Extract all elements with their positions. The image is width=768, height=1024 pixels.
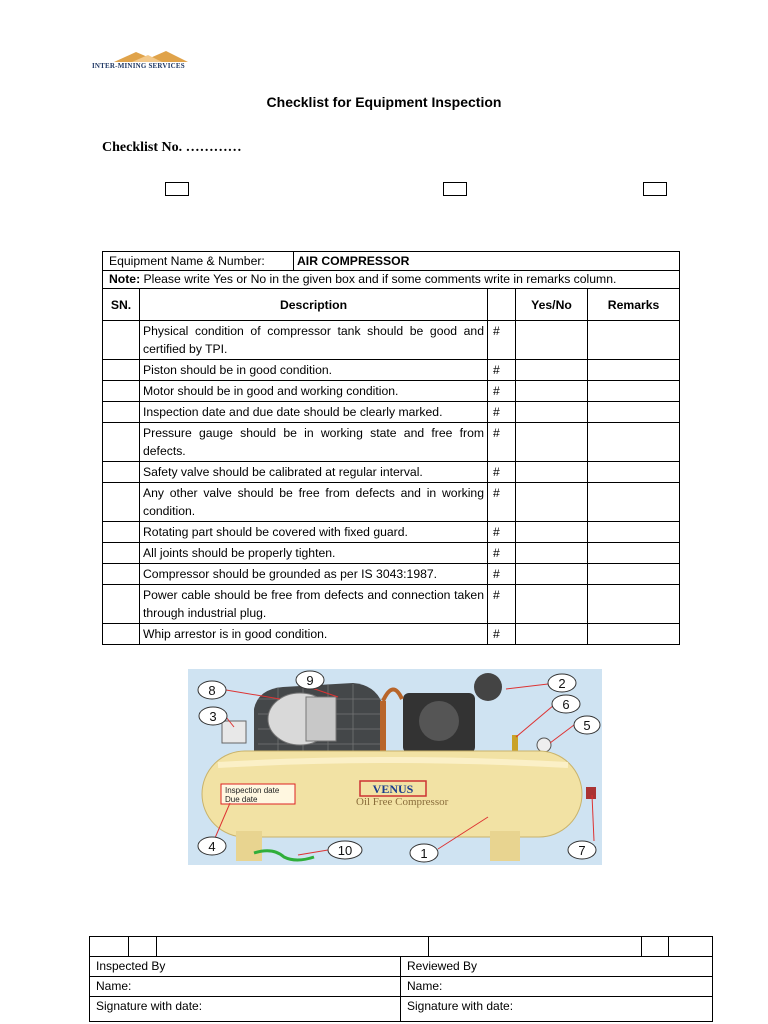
table-row xyxy=(103,402,680,423)
table-row xyxy=(103,585,680,624)
description-cell: Compressor should be grounded as per IS 3043:1987. xyxy=(140,564,488,585)
description-cell: Whip arrestor is in good condition. xyxy=(140,624,488,645)
brand-label: VENUS xyxy=(372,782,414,796)
callout-2 xyxy=(548,674,576,692)
reviewed-by-label: Reviewed By xyxy=(401,957,713,977)
air-compressor-photo xyxy=(188,669,602,865)
signoff-cell xyxy=(129,937,157,957)
reviewer-signature-field[interactable]: Signature with date: xyxy=(401,997,713,1022)
remarks-cell[interactable] xyxy=(588,360,680,381)
col-description-header: Description xyxy=(140,289,488,321)
mark-cell: # xyxy=(488,360,516,381)
table-row xyxy=(103,564,680,585)
svg-text:10: 10 xyxy=(337,843,353,858)
svg-text:9: 9 xyxy=(306,673,314,688)
svg-text:8: 8 xyxy=(208,683,216,698)
description-cell: Rotating part should be covered with fixed guard. xyxy=(140,522,488,543)
table-row xyxy=(103,483,680,522)
yes-no-cell[interactable] xyxy=(516,423,588,462)
table-row xyxy=(103,522,680,543)
col-remarks-header: Remarks xyxy=(588,289,680,321)
description-cell: All joints should be properly tighten. xyxy=(140,543,488,564)
callout-6 xyxy=(552,695,580,713)
mark-cell: # xyxy=(488,585,516,624)
description-cell: Inspection date and due date should be clearly marked. xyxy=(140,402,488,423)
signoff-cell xyxy=(642,937,669,957)
mark-cell: # xyxy=(488,321,516,360)
note-text: Please write Yes or No in the given box and if some comments write in remarks column. xyxy=(140,272,617,286)
mark-cell: # xyxy=(488,522,516,543)
sn-cell xyxy=(103,624,140,645)
sn-cell xyxy=(103,360,140,381)
yes-no-cell[interactable] xyxy=(516,483,588,522)
mark-cell: # xyxy=(488,543,516,564)
table-row xyxy=(103,360,680,381)
table-header-row xyxy=(103,289,680,321)
mark-cell: # xyxy=(488,564,516,585)
yes-no-cell[interactable] xyxy=(516,624,588,645)
svg-text:7: 7 xyxy=(578,843,586,858)
signoff-cell xyxy=(157,937,429,957)
remarks-cell[interactable] xyxy=(588,522,680,543)
yes-no-cell[interactable] xyxy=(516,522,588,543)
mark-cell: # xyxy=(488,381,516,402)
description-cell: Any other valve should be free from defects and in working condition. xyxy=(140,483,488,522)
signoff-cell xyxy=(429,937,642,957)
callout-3 xyxy=(199,707,227,725)
sn-cell xyxy=(103,522,140,543)
sn-cell xyxy=(103,423,140,462)
note-row xyxy=(103,271,680,289)
mark-cell: # xyxy=(488,462,516,483)
equipment-value: AIR COMPRESSOR xyxy=(293,252,409,270)
remarks-cell[interactable] xyxy=(588,321,680,360)
company-name: INTER-MINING SERVICES xyxy=(92,62,185,70)
table-row xyxy=(103,462,680,483)
yes-no-cell[interactable] xyxy=(516,321,588,360)
due-date-label: Due date xyxy=(225,795,258,804)
table-row xyxy=(103,543,680,564)
inspected-by-label: Inspected By xyxy=(90,957,401,977)
callout-5 xyxy=(574,716,600,734)
description-cell: Power cable should be free from defects and connection taken through industrial plug. xyxy=(140,585,488,624)
note-label: Note: xyxy=(109,272,141,286)
svg-text:4: 4 xyxy=(208,839,216,854)
signoff-top-row xyxy=(90,937,713,957)
sn-cell xyxy=(103,381,140,402)
callout-8 xyxy=(198,681,226,699)
yes-no-cell[interactable] xyxy=(516,543,588,564)
col-yes-no-header: Yes/No xyxy=(516,289,588,321)
mark-cell: # xyxy=(488,624,516,645)
mark-cell: # xyxy=(488,423,516,462)
sn-cell xyxy=(103,402,140,423)
remarks-cell[interactable] xyxy=(588,564,680,585)
col-mark-header xyxy=(488,289,516,321)
yes-no-cell[interactable] xyxy=(516,462,588,483)
remarks-cell[interactable] xyxy=(588,624,680,645)
callout-7 xyxy=(568,841,596,859)
yes-no-cell[interactable] xyxy=(516,402,588,423)
remarks-cell[interactable] xyxy=(588,381,680,402)
inspector-signature-field[interactable]: Signature with date: xyxy=(90,997,401,1022)
yes-no-cell[interactable] xyxy=(516,381,588,402)
signoff-name-row xyxy=(90,977,713,997)
sn-cell xyxy=(103,543,140,564)
callout-10 xyxy=(328,841,362,859)
table-row xyxy=(103,423,680,462)
checkbox-box[interactable] xyxy=(165,182,189,196)
signoff-cell xyxy=(90,937,129,957)
table-row xyxy=(103,381,680,402)
yes-no-cell[interactable] xyxy=(516,585,588,624)
sn-cell xyxy=(103,564,140,585)
sn-cell xyxy=(103,483,140,522)
remarks-cell[interactable] xyxy=(588,543,680,564)
callout-9 xyxy=(296,671,324,689)
signoff-signature-row xyxy=(90,997,713,1022)
remarks-cell[interactable] xyxy=(588,462,680,483)
checkbox-box[interactable] xyxy=(643,182,667,196)
table-row xyxy=(103,624,680,645)
sn-cell xyxy=(103,585,140,624)
remarks-cell[interactable] xyxy=(588,585,680,624)
svg-text:6: 6 xyxy=(562,697,570,712)
yes-no-cell[interactable] xyxy=(516,564,588,585)
sn-cell xyxy=(103,462,140,483)
svg-text:1: 1 xyxy=(420,846,428,861)
description-cell: Safety valve should be calibrated at regular interval. xyxy=(140,462,488,483)
signoff-cell xyxy=(669,937,713,957)
col-sn-header: SN. xyxy=(103,289,140,321)
equipment-row xyxy=(103,252,680,271)
inspection-date-label: Inspection date xyxy=(225,786,280,795)
description-cell: Physical condition of compressor tank should be good and certified by TPI. xyxy=(140,321,488,360)
inspection-checklist-table xyxy=(102,251,680,645)
checklist-number: Checklist No. ………… xyxy=(102,140,242,155)
description-cell: Piston should be in good condition. xyxy=(140,360,488,381)
remarks-cell[interactable] xyxy=(588,483,680,522)
mark-cell: # xyxy=(488,483,516,522)
svg-text:3: 3 xyxy=(209,709,217,724)
svg-text:5: 5 xyxy=(583,718,591,733)
description-cell: Pressure gauge should be in working state and free from defects. xyxy=(140,423,488,462)
document-title: Checklist for Equipment Inspection xyxy=(266,94,502,110)
sn-cell xyxy=(103,321,140,360)
signoff-header-row xyxy=(90,957,713,977)
checkbox-box[interactable] xyxy=(443,182,467,196)
equipment-label: Equipment Name & Number: xyxy=(109,254,265,268)
callout-4 xyxy=(198,837,226,855)
signoff-table xyxy=(89,936,713,1022)
callout-1 xyxy=(410,844,438,862)
inspector-name-field[interactable]: Name: xyxy=(90,977,401,997)
table-row xyxy=(103,321,680,360)
reviewer-name-field[interactable]: Name: xyxy=(401,977,713,997)
yes-no-cell[interactable] xyxy=(516,360,588,381)
remarks-cell[interactable] xyxy=(588,402,680,423)
description-cell: Motor should be in good and working condition. xyxy=(140,381,488,402)
brand-subtitle: Oil Free Compressor xyxy=(356,796,449,808)
remarks-cell[interactable] xyxy=(588,423,680,462)
svg-text:2: 2 xyxy=(558,676,566,691)
mark-cell: # xyxy=(488,402,516,423)
